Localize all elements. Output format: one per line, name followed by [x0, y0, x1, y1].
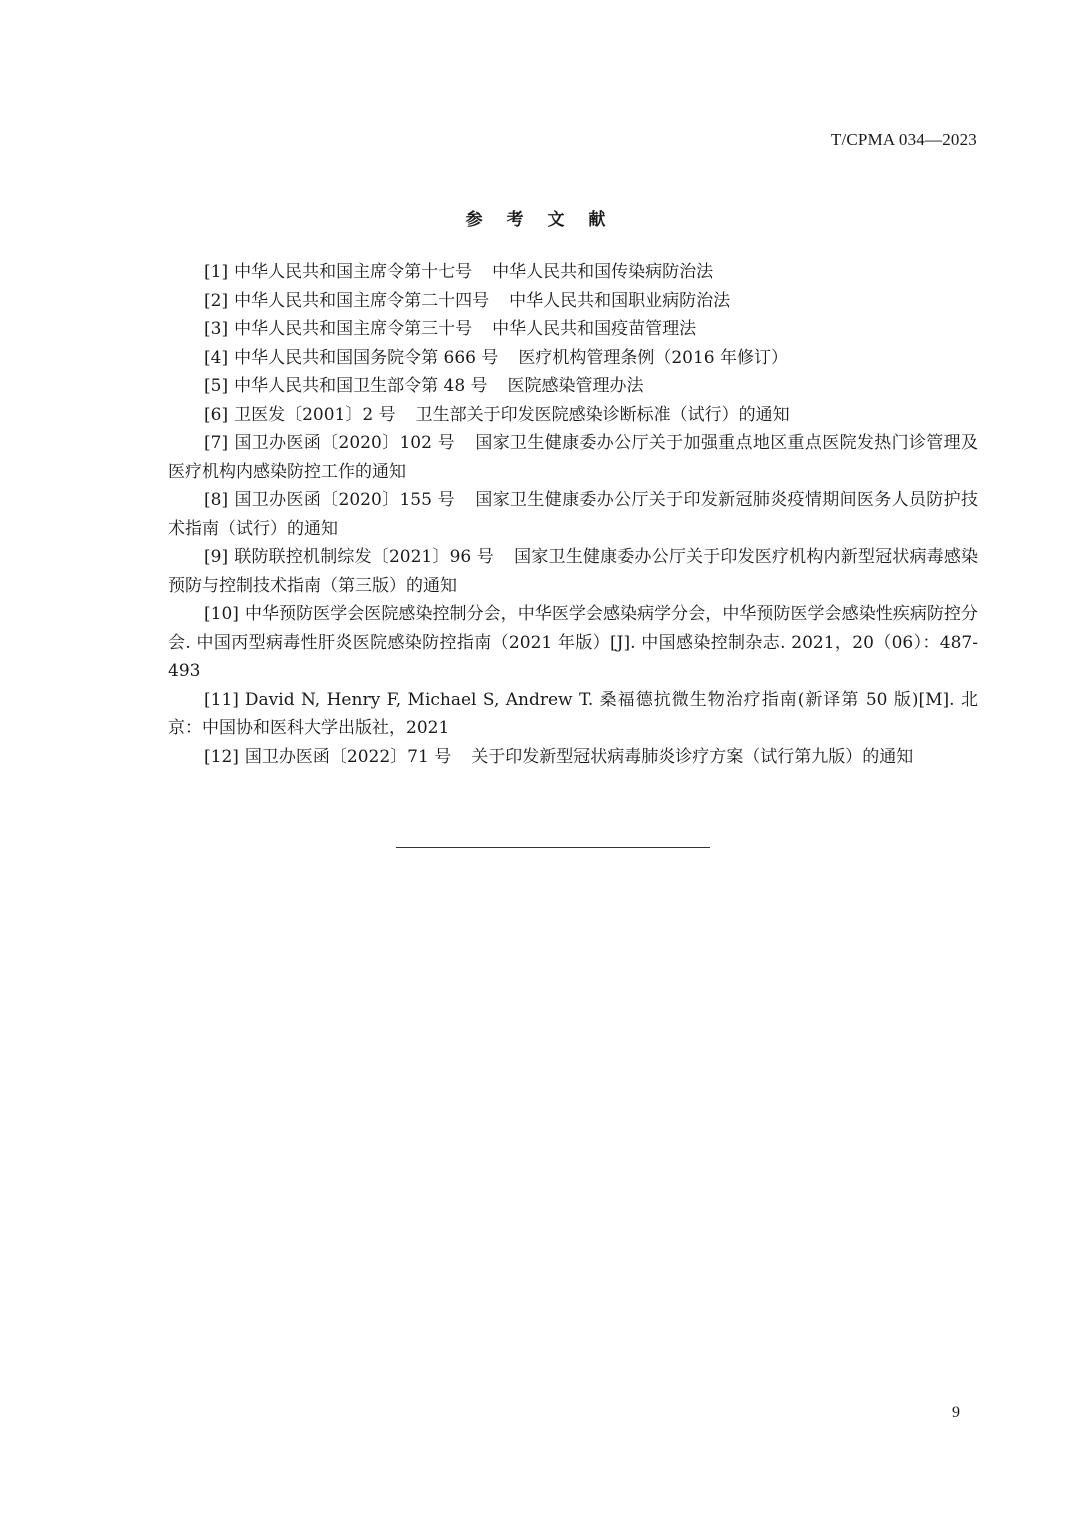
reference-title: 中华人民共和国传染病防治法 — [492, 262, 714, 282]
reference-item — [168, 486, 978, 543]
reference-item — [168, 600, 978, 686]
reference-item — [168, 372, 978, 401]
reference-doc-number: 中华人民共和国主席令第十七号 — [234, 262, 473, 282]
reference-item — [168, 344, 978, 373]
reference-number: [1] — [204, 262, 229, 282]
reference-item — [168, 315, 978, 344]
reference-number: [8] — [204, 490, 229, 510]
reference-number: [4] — [204, 347, 229, 368]
reference-title: 中华人民共和国疫苗管理法 — [492, 319, 697, 339]
reference-title: 医疗机构管理条例（2016 年修订） — [518, 347, 789, 368]
reference-title: 国家卫生健康委办公厅关于印发新冠肺炎疫情期间医务人员防护技术指南（试行）的通知 — [168, 490, 978, 539]
reference-title: 中华预防医学会医院感染控制分会，中华医学会感染病学分会，中华预防医学会感染性疾病防控分会. 中国丙型病毒性肝炎医院感染防控指南（2021 年版）[J]. 中国感染控制杂志. 2021，20（06）：487-493 — [168, 604, 978, 681]
reference-title: 国家卫生健康委办公厅关于印发医疗机构内新型冠状病毒感染预防与控制技术指南（第三版）的通知 — [168, 547, 978, 596]
reference-doc-number: 联防联控机制综发〔2021〕96 号 — [234, 547, 494, 567]
reference-item — [168, 543, 978, 600]
reference-title: 国家卫生健康委办公厅关于加强重点地区重点医院发热门诊管理及医疗机构内感染防控工作的通知 — [168, 433, 978, 482]
section-title: 参 考 文 献 — [465, 210, 615, 230]
reference-doc-number: 中华人民共和国主席令第三十号 — [234, 319, 473, 339]
reference-number: [5] — [204, 376, 229, 396]
reference-item — [168, 686, 978, 743]
reference-item — [168, 429, 978, 486]
standard-code: T/CPMA 034—2023 — [830, 130, 977, 149]
reference-title: 医院感染管理办法 — [507, 376, 644, 396]
reference-doc-number: 国卫办医函〔2022〕71 号 — [244, 746, 452, 767]
reference-item — [168, 401, 978, 430]
end-divider — [396, 847, 710, 848]
reference-number: [3] — [204, 319, 229, 339]
reference-number: [9] — [204, 547, 229, 567]
reference-title: 卫生部关于印发医院感染诊断标准（试行）的通知 — [415, 404, 790, 425]
reference-item — [168, 258, 978, 287]
reference-number: [7] — [204, 433, 229, 453]
reference-doc-number: 中华人民共和国卫生部令第 48 号 — [234, 376, 488, 396]
reference-title: David N, Henry F, Michael S, Andrew T. 桑福德抗微生物治疗指南(新译第 50 版)[M]. 北京：中国协和医科大学出版社，2021 — [168, 689, 978, 738]
reference-doc-number: 中华人民共和国主席令第二十四号 — [234, 290, 490, 311]
reference-number: [2] — [204, 290, 229, 311]
reference-number: [11] — [204, 689, 239, 710]
reference-number: [12] — [204, 746, 239, 767]
reference-doc-number: 中华人民共和国国务院令第 666 号 — [234, 347, 499, 368]
page-number: 9 — [952, 1404, 960, 1421]
reference-item — [168, 287, 978, 316]
reference-item — [168, 743, 978, 772]
reference-number: [10] — [204, 604, 239, 624]
reference-doc-number: 国卫办医函〔2020〕102 号 — [234, 433, 455, 453]
reference-doc-number: 卫医发〔2001〕2 号 — [234, 404, 396, 425]
reference-title: 关于印发新型冠状病毒肺炎诊疗方案（试行第九版）的通知 — [471, 746, 914, 767]
reference-doc-number: 国卫办医函〔2020〕155 号 — [234, 490, 455, 510]
reference-title: 中华人民共和国职业病防治法 — [509, 290, 731, 311]
reference-list — [168, 258, 978, 771]
reference-number: [6] — [204, 404, 229, 425]
